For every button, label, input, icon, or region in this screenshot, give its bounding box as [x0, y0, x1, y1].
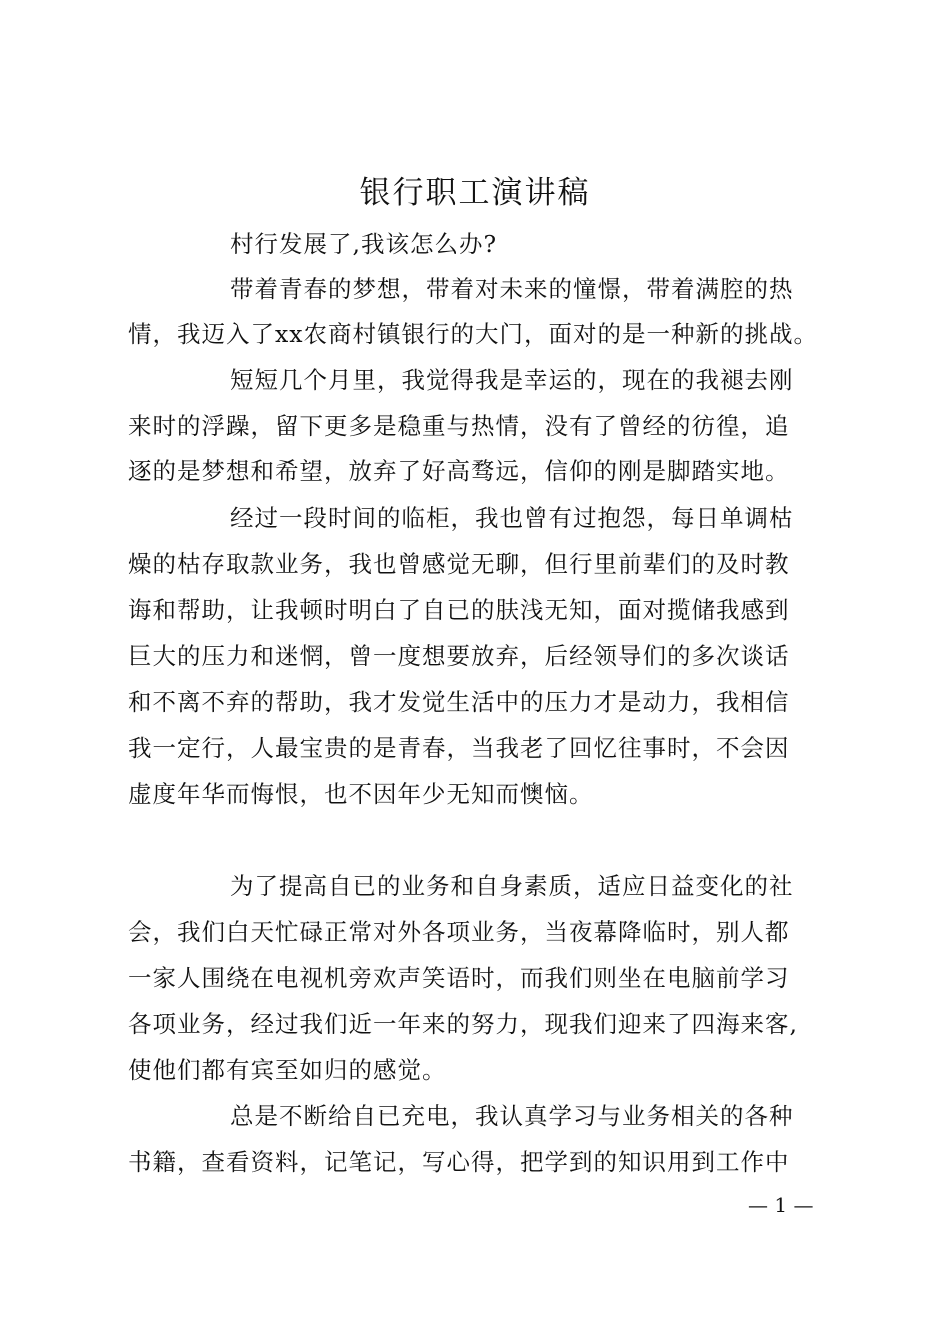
text-line: 虚度年华而悔恨，也不因年少无知而懊恼。 [128, 780, 594, 808]
text-line: 诲和帮助，让我顿时明白了自已的肤浅无知，面对揽储我感到 [128, 596, 790, 624]
text-line: 为了提高自已的业务和自身素质，适应日益变化的社 [230, 872, 794, 900]
page-number: — 1 — [748, 1193, 814, 1217]
text-line: 一家人围绕在电视机旁欢声笑语时，而我们则坐在电脑前学习 [128, 964, 790, 992]
text-line: 会，我们白天忙碌正常对外各项业务，当夜幕降临时，别人都 [128, 918, 790, 946]
text-line: 和不离不弃的帮助，我才发觉生活中的压力才是动力，我相信 [128, 688, 790, 716]
text-line: 我一定行，人最宝贵的是青春，当我老了回忆往事时，不会因 [128, 734, 790, 762]
text-line: 巨大的压力和迷惘，曾一度想要放弃，后经领导们的多次谈话 [128, 642, 790, 670]
text-line: 来时的浮躁，留下更多是稳重与热情，没有了曾经的彷徨，追 [128, 412, 790, 440]
text-line: 各项业务，经过我们近一年来的努力，现我们迎来了四海来客, [128, 1010, 798, 1038]
document-title: 银行职工演讲稿 [359, 175, 591, 211]
text-line: 总是不断给自已充电，我认真学习与业务相关的各种 [230, 1102, 794, 1130]
text-line: 短短几个月里，我觉得我是幸运的，现在的我褪去刚 [230, 366, 794, 394]
text-line: 经过一段时间的临柜，我也曾有过抱怨，每日单调枯 [230, 504, 794, 532]
text-line: 村行发展了,我该怎么办? [230, 230, 498, 258]
text-line: 带着青春的梦想，带着对未来的憧憬，带着满腔的热 [230, 275, 794, 303]
text-line: 书籍，查看资料，记笔记，写心得，把学到的知识用到工作中 [128, 1148, 790, 1176]
text-line: 情，我迈入了xx农商村镇银行的大门，面对的是一种新的挑战。 [128, 320, 819, 348]
text-line: 燥的枯存取款业务，我也曾感觉无聊，但行里前辈们的及时教 [128, 550, 790, 578]
text-line: 逐的是梦想和希望，放弃了好高骛远，信仰的刚是脚踏实地。 [128, 457, 790, 485]
text-line: 使他们都有宾至如归的感觉。 [128, 1056, 447, 1084]
